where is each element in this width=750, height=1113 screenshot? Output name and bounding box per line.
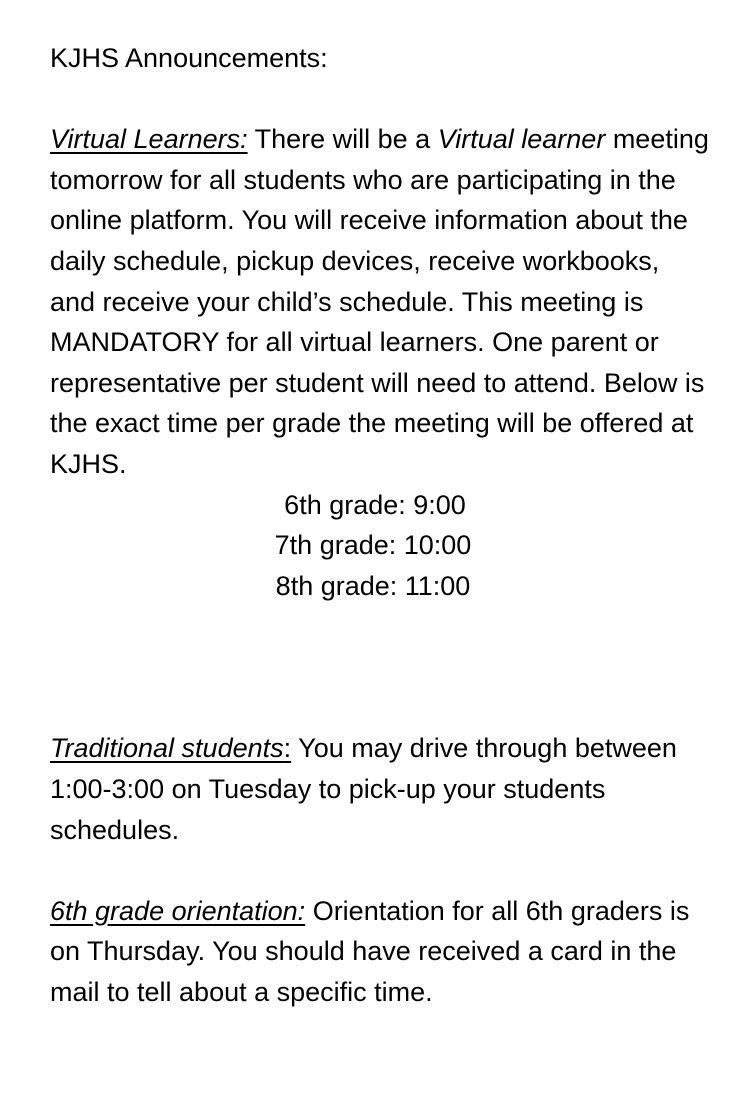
page-title: KJHS Announcements: [50,43,328,73]
traditional-students-paragraph [50,728,710,850]
meeting-schedule [50,485,700,607]
traditional-students-body: You may drive through between 1:00-3:00 on Tuesday to pick-up your students schedules. [50,733,677,845]
virtual-learners-label: Virtual Learners: [50,124,248,155]
orientation-label: 6th grade orientation: [50,895,306,926]
virtual-learners-body: meeting tomorrow for all students who are participating in the online platform. You will receive information about the daily schedule, pickup devices, receive workbooks, and receive your child’s schedule. This meeting is MANDATORY for all virtual learners. One parent or representative per student will need to attend. Below is the exact time per grade the meeting will be offered at KJHS. [50,124,709,479]
spacer [50,850,710,891]
virtual-learners-paragraph [50,119,710,484]
traditional-students-colon: : [283,733,292,764]
schedule-item-7th: 7th grade: 10:00 [274,530,472,561]
traditional-students-label: Traditional students [50,733,284,764]
virtual-learners-intro: There will be a [247,124,438,155]
orientation-body: Orientation for all 6th graders is on Thursday. You should have received a card in the mail to tell about a specific time. [50,895,690,1007]
virtual-learner-italic-phrase: Virtual learner [437,124,606,155]
orientation-paragraph [50,891,710,1013]
schedule-item-6th: 6th grade: 9:00 [284,489,466,520]
spacer [50,606,710,728]
schedule-item-8th: 8th grade: 11:00 [275,570,471,601]
